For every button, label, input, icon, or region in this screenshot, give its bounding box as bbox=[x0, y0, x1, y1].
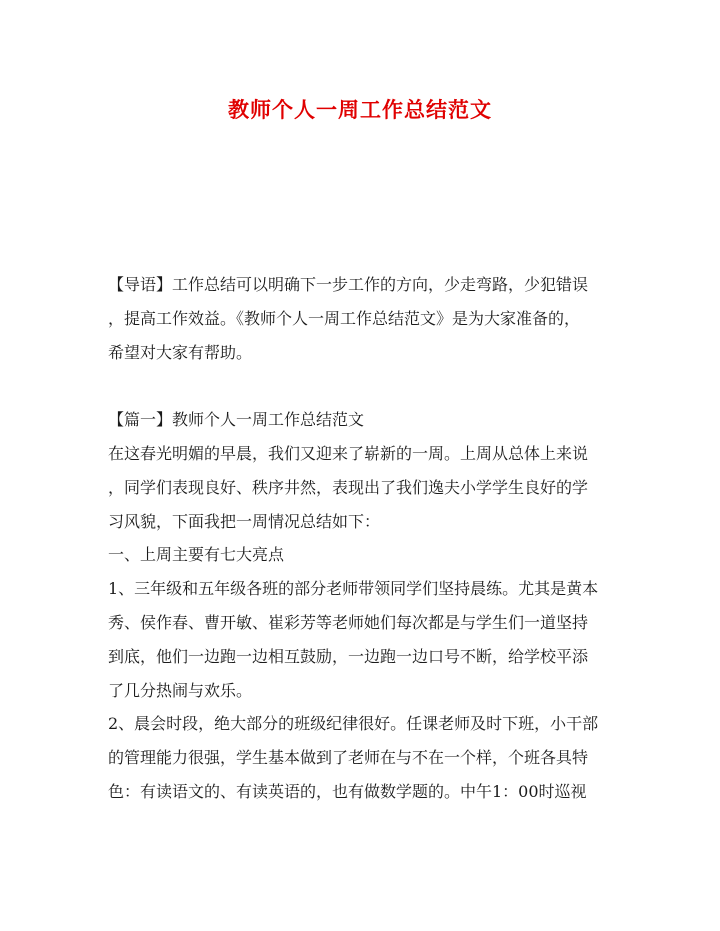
list-item-line: 到底，他们一边跑一边相互鼓励，一边跑一边口号不断，给学校平添 bbox=[108, 646, 589, 666]
paragraph-line: ，同学们表现良好、秩序井然，表现出了我们逸夫小学学生良好的学 bbox=[108, 477, 589, 497]
intro-paragraph bbox=[108, 268, 613, 369]
subheading: 一、上周主要有七大亮点 bbox=[108, 545, 285, 565]
paragraph-line: 在这春光明媚的早晨，我们又迎来了崭新的一周。上周从总体上来说 bbox=[108, 443, 589, 463]
list-item-line: 色：有读语文的、有读英语的，也有做数学题的。中午1：00时巡视 bbox=[108, 781, 587, 801]
intro-line: ，提高工作效益。《教师个人一周工作总结范文》是为大家准备的， bbox=[108, 308, 581, 328]
list-item-1 bbox=[108, 572, 613, 707]
paragraph-spacer bbox=[108, 369, 613, 403]
list-item-line: 的管理能力很强，学生基本做到了老师在与不在一个样，个班各具特 bbox=[108, 748, 589, 768]
intro-line: 【导语】工作总结可以明确下一步工作的方向，少走弯路，少犯错误 bbox=[108, 275, 589, 294]
list-item-2 bbox=[108, 707, 613, 808]
section-heading: 【篇一】教师个人一周工作总结范文 bbox=[108, 410, 365, 430]
intro-line: 希望对大家有帮助。 bbox=[108, 342, 253, 362]
list-item-line: 2、晨会时段，绝大部分的班级纪律很好。任课老师及时下班，小干部 bbox=[108, 714, 599, 734]
list-item-line: 1、三年级和五年级各班的部分老师带领同学们坚持晨练。尤其是黄本 bbox=[108, 579, 599, 599]
list-item-line: 了几分热闹与欢乐。 bbox=[108, 680, 253, 700]
paragraph-1 bbox=[108, 437, 613, 538]
document-title: 教师个人一周工作总结范文 bbox=[228, 97, 492, 122]
document-body bbox=[108, 268, 613, 809]
list-item-line: 秀、侯作春、曹开敏、崔彩芳等老师她们每次都是与学生们一道坚持 bbox=[108, 612, 589, 632]
paragraph-line: 习风貌，下面我把一周情况总结如下： bbox=[108, 511, 381, 531]
